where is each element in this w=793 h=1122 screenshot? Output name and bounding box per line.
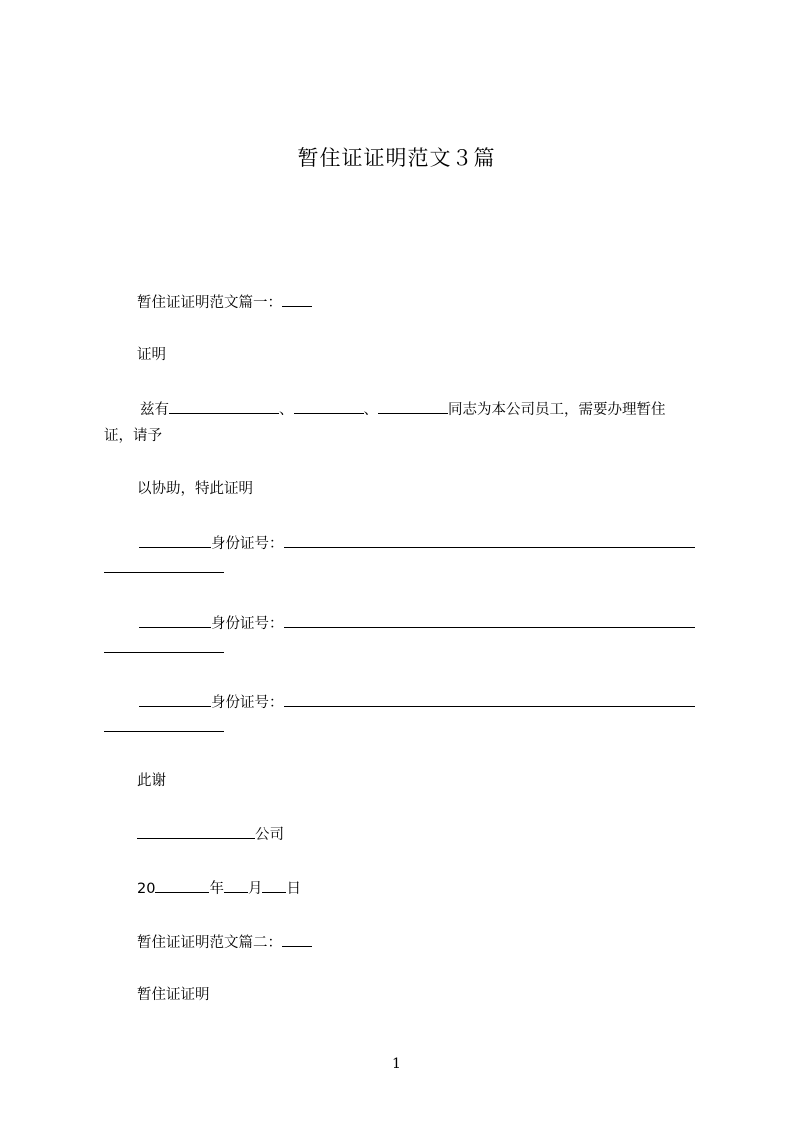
id-line-continuation [104,638,224,658]
date-day: 日 [286,881,301,897]
body-line: 证，请予 [104,428,162,444]
section-heading-text: 暂住证证明范文篇二： [137,935,282,951]
blank-line [139,692,211,707]
date-line [137,878,301,898]
body-suffix: 同志为本公司员工，需要办理暂住 [448,402,666,418]
id-line [139,613,695,633]
date-month: 月 [247,881,263,897]
blank-line [282,932,312,947]
blank-line [282,292,312,307]
section-subheading: 暂住证证明 [137,987,210,1003]
body-line: 以协助，特此证明 [137,481,253,497]
date-year: 年 [209,881,224,897]
blank-line [294,399,364,414]
document-title: 暂住证证明范文３篇 [297,146,496,170]
blank-line [155,878,209,893]
separator: 、 [279,402,294,418]
body-prefix: 兹有 [140,402,169,418]
closing-text: 此谢 [137,773,166,789]
id-line-continuation [104,717,224,737]
company-suffix: 公司 [255,827,284,843]
company-line [137,824,284,844]
blank-line [262,878,286,893]
date-prefix: 20 [137,881,156,897]
blank-line [104,717,224,732]
blank-line [137,824,255,839]
id-line-continuation [104,558,224,578]
blank-line [139,533,211,548]
section-subheading: 证明 [137,347,166,363]
page-number: 1 [392,1056,401,1072]
separator: 、 [363,402,378,418]
section-heading [137,292,312,312]
id-label: 身份证号： [211,695,284,711]
blank-line [378,399,448,414]
id-label: 身份证号： [211,536,284,552]
blank-line [169,399,279,414]
id-label: 身份证号： [211,616,284,632]
section-heading [137,932,312,952]
blank-line [284,613,695,628]
id-line [139,533,695,553]
blank-line [224,878,248,893]
blank-line [104,638,224,653]
body-line [140,399,666,419]
blank-line [284,692,695,707]
blank-line [284,533,695,548]
id-line [139,692,695,712]
blank-line [139,613,211,628]
blank-line [104,558,224,573]
section-heading-text: 暂住证证明范文篇一： [137,295,282,311]
